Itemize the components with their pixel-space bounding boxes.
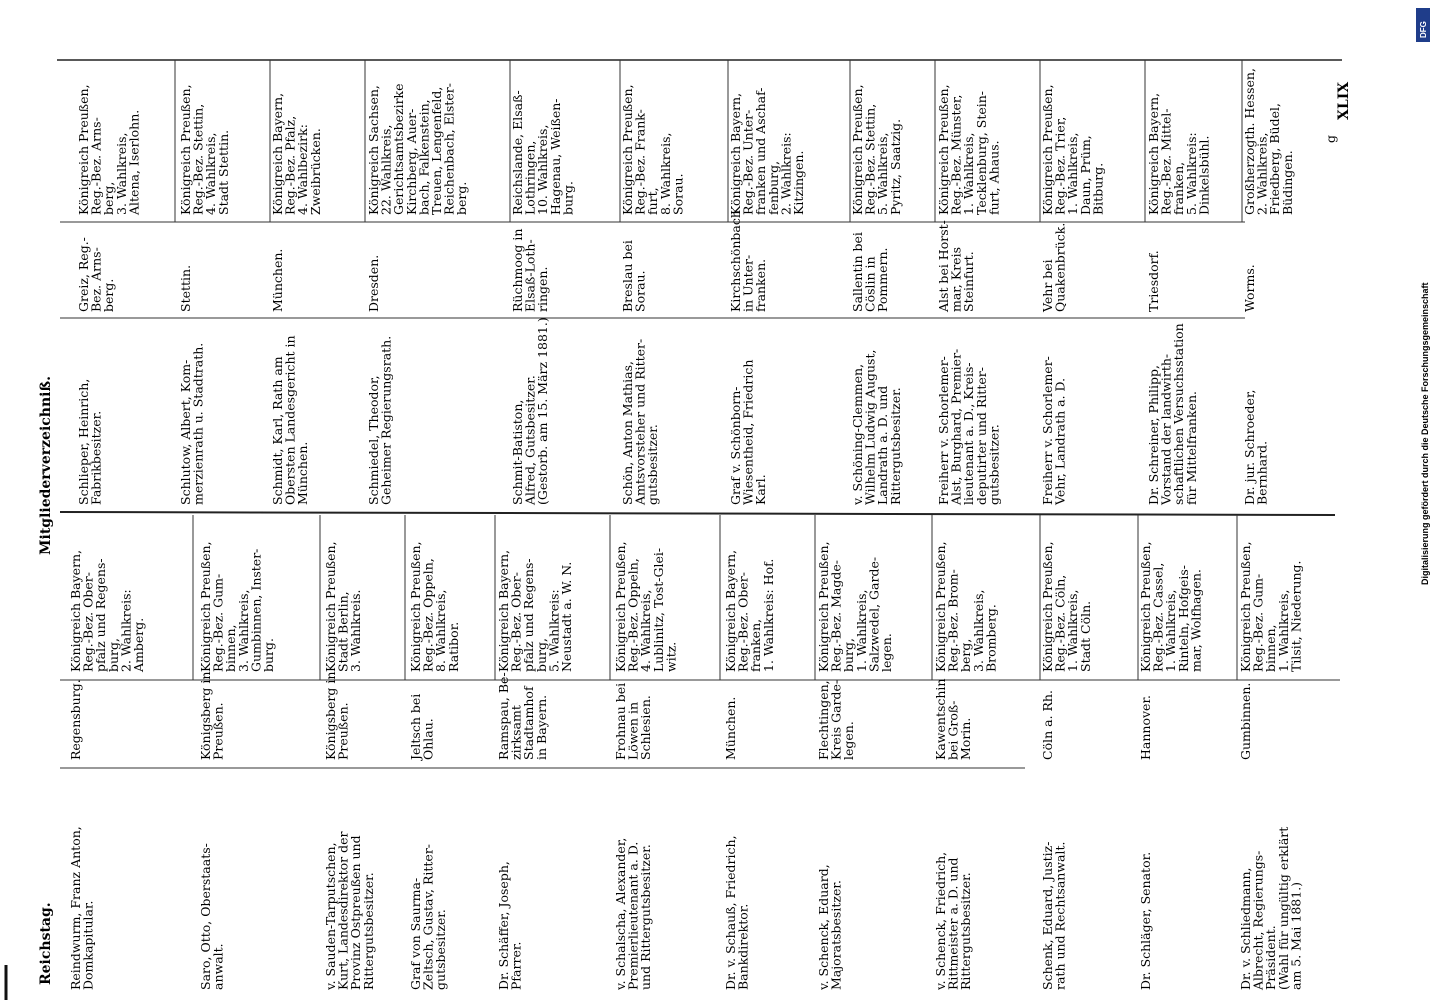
member-district: Königreich Preußen, — [323, 541, 338, 672]
member-district: Königreich Preußen, — [178, 84, 193, 215]
member-district: 3. Wahlkreis, — [235, 589, 251, 672]
member-name: Amtsvorsteher und Ritter- — [632, 338, 648, 505]
member-district: Königreich Bayern, — [496, 549, 511, 672]
member-district: mar, Wolfhagen. — [1188, 569, 1204, 672]
member-district: Daun, Prüm, — [1077, 135, 1093, 215]
member-residence: Sallentin bei — [850, 232, 865, 312]
member-district: Königreich Preußen, — [1238, 541, 1253, 672]
member-name: Schlutow, Albert, Kom- — [178, 359, 193, 505]
member-district: Reg.-Bez. Mittel- — [1158, 108, 1174, 215]
member-district: Rinteln, Hofgeis- — [1175, 565, 1191, 672]
member-district: franken, — [1171, 161, 1187, 215]
member-residence: Worms. — [1242, 264, 1257, 312]
member-name: anwalt. — [210, 943, 226, 990]
member-district: burg, — [105, 637, 121, 672]
member-name: schaftlichen Versuchsstation — [1171, 323, 1187, 505]
member-residence: Preußen. — [210, 702, 226, 760]
member-district: 3. Wahlkreis, — [970, 589, 986, 672]
member-name: Rittergutsbesitzer. — [958, 872, 974, 990]
member-name: Bankdirektor. — [735, 903, 751, 990]
member-district: binnen, — [1263, 624, 1279, 672]
member-district: Stadt Berlin, — [335, 591, 351, 672]
member-name: v. Schöning-Clemmen, — [850, 363, 865, 505]
member-name: v. Schalscha, Alexander, — [613, 837, 628, 990]
header-center: Mitgliederverzeichniß. — [38, 376, 54, 555]
member-name: Freiherr v. Schorlemer- — [936, 356, 951, 505]
member-district: Gumbinnen, Inster- — [248, 548, 264, 672]
member-residence: Preußen. — [335, 702, 351, 760]
page-number: XLIX — [1336, 81, 1352, 120]
member-district: Sorau. — [670, 173, 686, 215]
member-name: Schmidt, Karl, Rath am — [270, 356, 285, 505]
member-district: 22. Wahlkreis, — [378, 124, 394, 215]
member-residence: Dresden. — [366, 254, 381, 312]
member-name: Dr. Schäffer, Joseph, — [496, 861, 511, 990]
member-name: Vorstand der landwirth- — [1158, 353, 1174, 505]
member-name: Dr. v. Schauß, Friedrich, — [723, 835, 738, 990]
member-district: Bitburg. — [1090, 162, 1106, 215]
member-residence: Greiz, Reg.- — [76, 237, 91, 312]
member-district: burg. — [261, 637, 276, 672]
member-district: Treuen, Lengenfeld, — [429, 86, 444, 215]
member-district: Dinkelsbühl. — [1196, 135, 1212, 215]
member-residence: franken. — [753, 258, 769, 312]
member-residence: Breslau bei — [620, 240, 635, 312]
member-district: Reg.-Bez. Gum- — [210, 573, 226, 672]
member-name: Landrath a. D. und — [875, 385, 891, 505]
member-district: Reg.-Bez. Münster, — [948, 94, 964, 215]
member-name: rath und Rechtsanwalt. — [1052, 841, 1068, 990]
member-residence: Kirchschönbach — [728, 210, 743, 312]
member-district: 4. Wahlbezirk: — [295, 124, 311, 215]
member-name: Geheimer Regierungsrath. — [378, 335, 394, 505]
member-residence: München. — [270, 248, 285, 312]
member-residence: Löwen in — [625, 702, 641, 760]
member-district: Reg.-Bez. Ober- — [508, 572, 524, 672]
member-district: Königreich Preußen, — [1040, 541, 1055, 672]
member-name: und Rittergutsbesitzer. — [638, 844, 654, 990]
member-name: Alfred, Gutsbesitzer. — [522, 375, 538, 505]
member-name: Albrecht, Regierungs- — [1250, 850, 1266, 990]
member-residence: Steinfurt. — [961, 251, 977, 312]
member-residence: Elsaß-Loth- — [522, 239, 538, 312]
member-district: berg, — [101, 181, 117, 215]
member-name: Dr. Schreiner, Philipp, — [1146, 365, 1161, 505]
member-residence: berg. — [101, 278, 117, 312]
member-district: Königreich Preußen, — [933, 541, 948, 672]
member-name: Schlieper, Heinrich, — [76, 378, 91, 505]
member-district: Stadt Stettin. — [215, 129, 231, 215]
member-residence: Cöln a. Rh. — [1040, 690, 1055, 760]
member-name: Reindwurm, Franz Anton, — [68, 826, 83, 990]
member-district: Tecklenburg, Stein- — [973, 90, 989, 215]
member-district: furt, Ahaus. — [986, 140, 1002, 215]
member-residence: Bez. Arns- — [88, 247, 104, 312]
member-name: Schenk, Eduard, Justiz- — [1040, 841, 1055, 990]
member-district: 5. Wahlkreis: — [546, 589, 562, 672]
member-residence: Königsberg in — [323, 671, 338, 760]
member-residence: Jeltsch bei — [408, 693, 423, 760]
member-district: Königreich Preußen, — [1040, 84, 1055, 215]
member-district: Stadt Cöln. — [1077, 600, 1093, 672]
member-residence: mar, Kreis — [948, 247, 964, 312]
member-district: Lothringen, — [522, 140, 538, 215]
member-residence: Gumbinnen. — [1238, 682, 1253, 760]
member-district: Königreich Preußen, — [76, 84, 91, 215]
member-name: Rittergutsbesitzer. — [887, 387, 903, 505]
member-district: Ratibor. — [445, 621, 461, 672]
member-district: Reg.-Bez. Ober- — [735, 572, 751, 672]
member-name: gutsbesitzer. — [433, 909, 449, 990]
member-name: Bernhard. — [1254, 440, 1270, 505]
member-residence: Königsberg in — [198, 671, 213, 760]
member-district: franken, — [748, 618, 764, 672]
digitization-note: Digitalisierung gefördert durch die Deutsche Forschungsgemeinschaft — [1420, 282, 1430, 585]
member-name: Kurt, Landesdirektor der — [335, 831, 351, 990]
member-residence: Flechtingen, — [816, 680, 831, 760]
member-name: v. Schenck, Friedrich, — [933, 851, 948, 990]
member-district: 8. Wahlkreis, — [657, 132, 673, 215]
member-residence: Triesdorf. — [1146, 250, 1161, 312]
member-district: Königreich Bayern, — [1146, 92, 1161, 215]
member-district: 4. Wahlkreis, — [203, 132, 219, 215]
member-name: deputirter und Ritter- — [973, 367, 989, 505]
member-district: fenburg, — [765, 160, 781, 215]
member-district: binnen, — [223, 624, 239, 672]
member-district: Bromberg. — [983, 604, 999, 672]
member-district: Altena, Iserlohn. — [126, 109, 142, 215]
member-district: Reg.-Bez. Arns- — [88, 117, 104, 215]
member-residence: Stettin. — [178, 264, 193, 312]
member-name: merzienrath u. Stadtrath. — [190, 342, 206, 505]
member-district: 1. Wahlkreis, — [1065, 132, 1081, 215]
member-district: 1. Wahlkreis, — [961, 132, 977, 215]
member-district: 1. Wahlkreis: Hof. — [760, 558, 776, 672]
member-district: Reg.-Bez. Cassel, — [1150, 562, 1166, 672]
member-district: Königreich Preußen, — [613, 541, 628, 672]
member-district: Kirchberg, Auer- — [403, 108, 419, 215]
member-district: Lublinitz, Tost-Glei- — [650, 547, 666, 672]
member-district: Gerichtsamtsbezirke — [391, 83, 407, 215]
dfg-logo-text: DFG — [1419, 21, 1428, 38]
member-district: Reg.-Bez. Frank- — [632, 109, 648, 215]
member-name: Graf v. Schönborn- — [728, 386, 743, 505]
member-residence: bei Groß- — [945, 700, 961, 760]
member-residence: Sorau. — [632, 270, 648, 312]
member-district: Neustadt a. W. N. — [559, 561, 574, 672]
member-name: (Wahl für ungültig erklärt — [1275, 826, 1291, 990]
member-district: Büdingen. — [1279, 150, 1295, 215]
member-name: Dr. v. Schliedmann, — [1238, 867, 1253, 990]
member-district: legen. — [879, 633, 894, 672]
member-residence: Vehr bei — [1040, 259, 1055, 312]
member-district: Reg.-Bez. Trier, — [1052, 116, 1068, 215]
member-residence: Morin. — [958, 717, 974, 760]
member-district: Tilsit, Niederung. — [1288, 560, 1304, 672]
member-residence: Schlesien. — [638, 695, 654, 760]
member-district: Reg.-Bez. Stettin, — [862, 103, 878, 215]
member-name: Majoratsbesitzer. — [828, 880, 844, 990]
member-district: 8. Wahlkreis, — [433, 589, 449, 672]
member-district: Salzwedel, Garde- — [866, 556, 882, 672]
member-name: v. Schenck, Eduard, — [816, 864, 831, 990]
member-district: berg. — [454, 181, 470, 215]
left-member-entries — [68, 541, 1303, 991]
member-district: Friedberg, Büdel, — [1267, 103, 1283, 215]
member-name: lieutenant a. D., Kreis- — [961, 362, 977, 505]
member-district: Zweibrücken. — [307, 128, 323, 215]
member-district: Reg.-Bez. Oppeln, — [625, 558, 641, 672]
member-residence: Pommern. — [875, 247, 891, 312]
member-district: Großherzogth. Hessen, — [1242, 68, 1257, 215]
member-name: Dr. jur. Schroeder, — [1242, 389, 1257, 505]
member-residence: legen. — [841, 721, 857, 760]
member-name: für Mittelfranken. — [1183, 391, 1199, 505]
member-district: Königreich Preußen, — [408, 541, 423, 672]
member-name: Freiherr v. Schorlemer- — [1040, 356, 1055, 505]
member-name: Schön, Anton Mathias, — [620, 361, 635, 505]
member-district: 5. Wahlkreis, — [875, 132, 891, 215]
member-district: Königreich Bayern, — [68, 549, 83, 672]
member-name: Vehr, Landrath a. D. — [1052, 377, 1068, 505]
member-district: Kitzingen. — [791, 150, 806, 215]
member-residence: Alst bei Horst- — [936, 220, 951, 312]
member-district: Reg.-Bez. Brom- — [945, 569, 961, 672]
member-district: Reg.-Bez. Gum- — [1250, 573, 1266, 672]
member-name: Saro, Otto, Oberstaats- — [198, 843, 213, 990]
member-district: furt, — [645, 187, 661, 215]
member-district: 1. Wahlkreis, — [853, 589, 869, 672]
member-residence: Ohlau. — [420, 718, 436, 760]
member-name: (Gestorb. am 15. März 1881.) — [535, 317, 551, 505]
member-name: Schmit-Batiston, — [510, 399, 525, 505]
member-district: Reg.-Bez. Unter- — [740, 109, 756, 215]
member-district: Hagenau, Weißen- — [547, 98, 563, 215]
member-district: 1. Wahlkreis, — [1275, 589, 1291, 672]
member-district: 10. Wahlkreis, — [535, 124, 551, 215]
member-district: Königreich Sachsen, — [366, 85, 381, 215]
member-district: Königreich Preußen, — [816, 541, 831, 672]
member-name: Wiesentheid, Friedrich — [740, 359, 756, 505]
member-name: Rittmeister a. D. und — [945, 857, 961, 990]
member-residence: in Bayern. — [533, 694, 549, 760]
member-district: Reg.-Bez. Magde- — [828, 560, 844, 672]
member-district: 2. Wahlkreis: — [778, 132, 794, 215]
member-name: Schmiedel, Theodor, — [366, 375, 381, 505]
member-residence: Hannover. — [1138, 694, 1153, 760]
member-district: franken und Aschaf- — [753, 87, 769, 215]
signature-mark: g — [1323, 134, 1338, 143]
member-district: Reichenbach, Elster- — [441, 83, 457, 215]
member-district: berg, — [958, 638, 974, 672]
member-residence: zirksamt — [508, 705, 524, 760]
member-residence: Cöslin in — [862, 256, 878, 312]
member-district: Reg.-Bez. Pfalz, — [282, 115, 298, 215]
member-district: Pyritz, Saatzig. — [887, 118, 903, 215]
member-name: Pfarrer. — [508, 941, 524, 990]
member-name: gutsbesitzer. — [645, 424, 661, 505]
member-district: 3. Wahlkreis, — [113, 132, 129, 215]
member-district: 1. Wahlkreis, — [1065, 589, 1081, 672]
member-name: Rittergutsbesitzer. — [360, 872, 376, 990]
member-district: bach, Falkenstein, — [416, 99, 432, 215]
member-district: burg, — [533, 637, 549, 672]
header-left: Reichstag. — [38, 902, 54, 985]
member-district: 2. Wahlkreis, — [1254, 132, 1270, 215]
member-name: Premierlieutenant a. D. — [625, 841, 641, 990]
member-name: Dr. Schläger, Senator. — [1138, 851, 1153, 990]
member-district: 2. Wahlkreis: — [118, 589, 134, 672]
member-name: Alst, Burghard, Premier- — [948, 348, 964, 505]
member-name: gutsbesitzer. — [986, 424, 1002, 505]
member-residence: ringen. — [535, 266, 551, 312]
member-district: Königreich Preußen, — [1138, 541, 1153, 672]
member-name: München. — [295, 441, 311, 505]
member-district: Reg.-Bez. Cöln, — [1052, 574, 1068, 672]
member-residence: Stadtamhof — [521, 686, 537, 760]
member-residence: Frohnau bei — [613, 682, 628, 760]
middle-rule — [60, 512, 1335, 515]
member-residence: Kawentschin — [933, 678, 948, 760]
member-district: Reg.-Bez. Stettin, — [190, 103, 206, 215]
member-district: Königreich Preußen, — [620, 84, 635, 215]
member-name: Präsident. — [1263, 925, 1279, 990]
member-district: pfalz und Regens- — [93, 558, 109, 672]
member-name: am 5. Mai 1881.) — [1288, 881, 1304, 990]
member-district: burg, — [841, 637, 857, 672]
member-district: Königreich Bayern, — [270, 92, 285, 215]
member-district: Königreich Preußen, — [198, 541, 213, 672]
member-name: v. Sauden-Tarputschen, — [323, 842, 338, 990]
member-name: Domkapitular. — [80, 900, 96, 990]
member-residence: Kreis Garde- — [828, 679, 844, 760]
member-district: witz. — [663, 641, 679, 672]
right-member-entries — [76, 68, 1295, 506]
member-district: pfalz und Regens- — [521, 558, 537, 672]
member-district: 3. Wahlkreis. — [348, 589, 364, 672]
member-name: Fabrikbesitzer. — [88, 410, 104, 505]
member-district: Königreich Preußen, — [936, 84, 951, 215]
member-district: burg. — [560, 180, 576, 215]
member-district: Reg.-Bez. Oppeln, — [420, 558, 436, 672]
member-district: Königreich Preußen, — [850, 84, 865, 215]
member-district: Amberg. — [131, 617, 146, 672]
member-name: Wilhelm Ludwig August, — [862, 349, 878, 505]
member-residence: Regensburg. — [68, 679, 83, 760]
member-district: 5. Wahlkreis: — [1183, 132, 1199, 215]
member-residence: Quakenbrück. — [1052, 222, 1068, 312]
member-district: 4. Wahlkreis, — [638, 589, 654, 672]
member-name: Provinz Ostpreußen und — [348, 835, 364, 990]
member-district: 1. Wahlkreis, — [1163, 589, 1179, 672]
member-residence: München. — [723, 696, 738, 760]
member-district: Königreich Bayern, — [728, 92, 743, 215]
member-residence: Rüchmoog in — [510, 228, 525, 312]
member-district: Reichslande, Elsaß- — [510, 90, 525, 215]
member-residence: Ramspau, Be- — [496, 672, 511, 760]
member-name: Karl. — [753, 474, 769, 505]
member-name: Graf von Saurma- — [408, 877, 423, 990]
member-residence: in Unter- — [740, 254, 756, 312]
member-district: Reg.-Bez. Ober- — [80, 572, 96, 672]
member-name: Zeltsch, Gustav, Ritter- — [420, 843, 436, 990]
member-district: Königreich Bayern, — [723, 549, 738, 672]
member-name: Obersten Landesgericht in — [282, 335, 298, 505]
